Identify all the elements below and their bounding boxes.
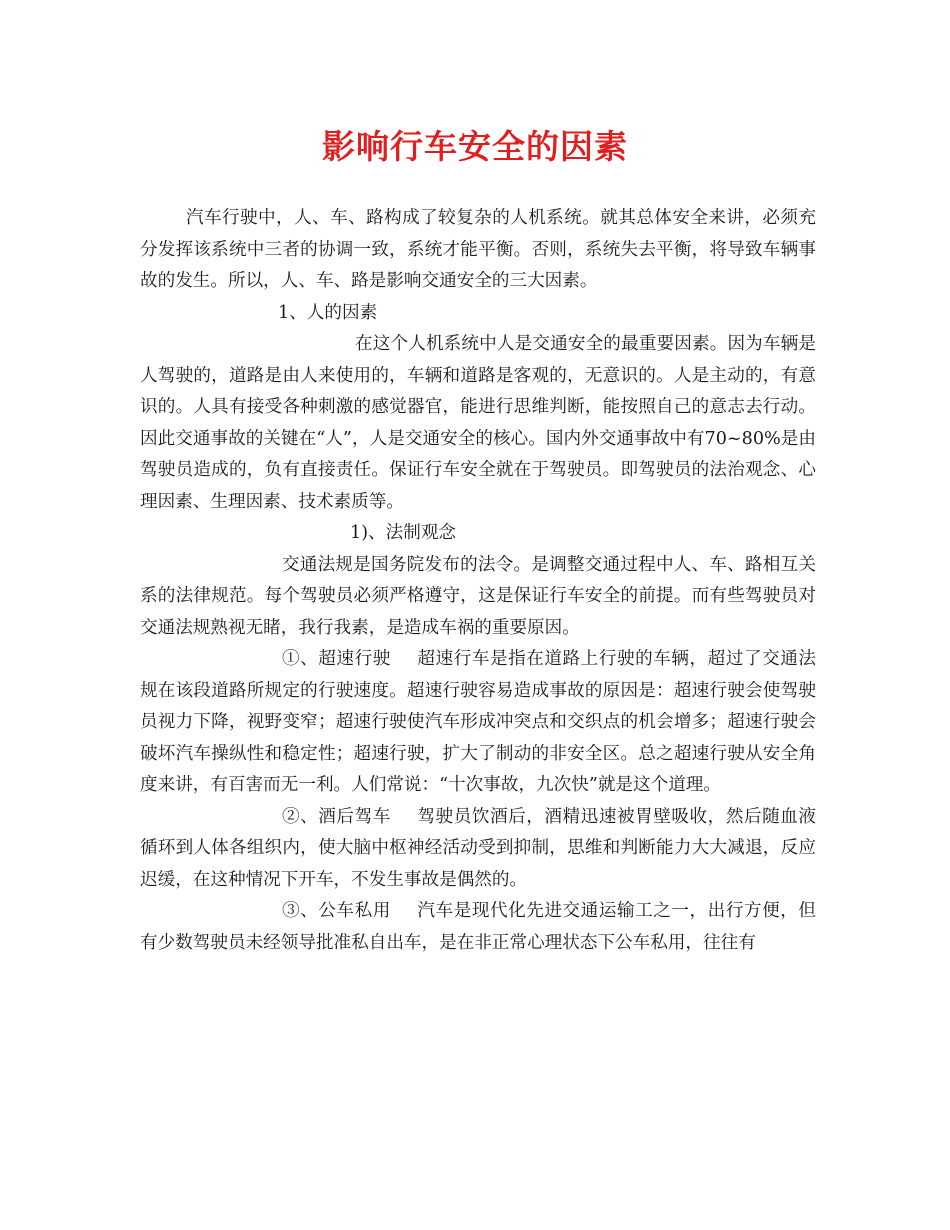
- subsection-heading-legal-awareness: 1)、法制观念: [350, 523, 457, 543]
- item-speeding: [140, 644, 816, 802]
- item-speeding-label: ①、超速行驶: [282, 649, 391, 669]
- section-heading-human-factor: 1、人的因素: [278, 302, 378, 323]
- intro-paragraph: 汽车行驶中，人、车、路构成了较复杂的人机系统。就其总体安全来讲，必须充分发挥该系统中三者的协调一致，系统才能平衡。否则，系统失去平衡，将导致车辆事故的发生。所以，人、车、路是影响交通安全的三大因素。: [140, 208, 816, 291]
- human-factor-paragraph: 在这个人机系统中人是交通安全的最重要因素。因为车辆是人驾驶的，道路是由人来使用的，车辆和道路是客观的，无意识的。人是主动的，有意识的。人具有接受各种刺激的感觉器官，能进行思维判断，能按照自己的意志去行动。因此交通事故的关键在“人”，人是交通安全的核心。国内外交通事故中有70~80%是由驾驶员造成的，负有直接责任。保证行车安全就在于驾驶员。即驾驶员的法治观念、心理因素、生理因素、技术素质等。: [140, 334, 816, 512]
- item-private-use: [140, 896, 816, 959]
- item-private-use-text: 汽车是现代化先进交通运输工之一，出行方便，但有少数驾驶员未经领导批准私自出车，是在非正常心理状态下公车私用，往往有: [140, 901, 816, 953]
- document-title: 影响行车安全的因素: [322, 127, 628, 166]
- item-drunk-driving-text: 驾驶员饮酒后，酒精迅速被胃壁吸收，然后随血液循环到人体各组织内，使大脑中枢神经活动受到抑制，思维和判断能力大大减退，反应迟缓，在这种情况下开车，不发生事故是偶然的。: [140, 806, 816, 890]
- item-private-use-label: ③、公车私用: [282, 901, 391, 921]
- item-drunk-driving: [140, 802, 816, 897]
- item-speeding-text: 超速行车是指在道路上行驶的车辆，超过了交通法规在该段道路所规定的行驶速度。超速行驶容易造成事故的原因是：超速行驶会使驾驶员视力下降，视野变窄；超速行驶使汽车形成冲突点和交织点的机会增多；超速行驶会破坏汽车操纵性和稳定性；超速行驶，扩大了制动的非安全区。总之超速行驶从安全角度来讲，有百害而无一利。人们常说：“十次事故，九次快”就是这个道理。: [140, 649, 816, 795]
- legal-awareness-paragraph: 交通法规是国务院发布的法令。是调整交通过程中人、车、路相互关系的法律规范。每个驾驶员必须严格遵守，这是保证行车安全的前提。而有些驾驶员对交通法规熟视无睹，我行我素，是造成车祸的重要原因。: [140, 554, 816, 638]
- document-body: [140, 203, 816, 959]
- item-drunk-driving-label: ②、酒后驾车: [282, 806, 391, 827]
